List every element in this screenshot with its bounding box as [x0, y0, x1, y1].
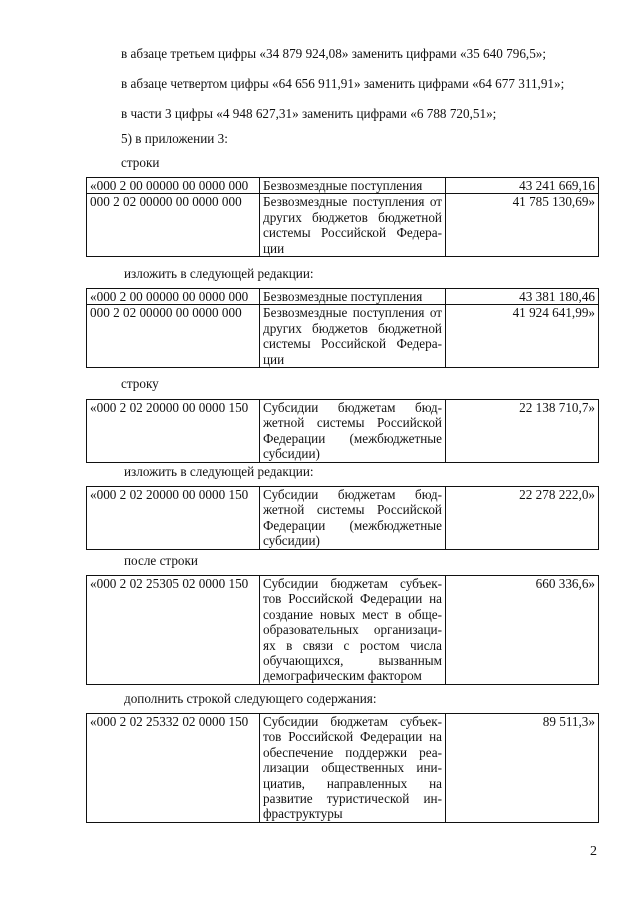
paragraph-3: в части 3 цифры «4 948 627,31» заменить цифрами «6 788 720,51»; — [121, 106, 497, 121]
desc-line: других бюджетов бюджетной — [263, 209, 442, 225]
desc-line: развитие туристической ин- — [263, 791, 442, 807]
paragraph-1: в абзаце третьем цифры «34 879 924,08» заменить цифрами «35 640 796,5»; — [121, 46, 547, 61]
desc-line: тов Российской Федерации на — [263, 729, 442, 745]
label-replace-1: изложить в следующей редакции: — [124, 266, 314, 281]
row-description — [260, 487, 446, 550]
row-description — [260, 714, 446, 823]
desc-line: лизации общественных ини- — [263, 760, 442, 776]
desc-line: ции — [263, 351, 285, 367]
desc-line: Субсидии бюджетам бюд- — [263, 487, 442, 502]
row-description — [260, 400, 446, 463]
desc-line: системы Российской Федера- — [263, 225, 442, 241]
desc-line: жетной системы Российской — [263, 502, 442, 518]
desc-line: обеспечение поддержки реа- — [263, 744, 442, 760]
desc-line: Федерации (межбюджетные — [263, 430, 442, 446]
desc-line: Безвозмездные поступления — [263, 178, 423, 193]
budget-code: «000 2 02 25305 02 0000 150 — [87, 576, 260, 685]
budget-code: «000 2 00 00000 00 0000 000 — [87, 178, 260, 194]
budget-code: «000 2 02 20000 00 0000 150 — [87, 400, 260, 463]
table-added-row — [86, 713, 599, 823]
paragraph-2: в абзаце четвертом цифры «64 656 911,91» заменить цифрами «64 677 311,91»; — [121, 76, 565, 91]
table-row — [87, 714, 599, 823]
desc-line: Безвозмездные поступления от — [263, 305, 442, 321]
desc-line: циатив, направленных на — [263, 775, 442, 791]
row-description — [260, 289, 446, 305]
table-row — [87, 178, 599, 194]
row-description — [260, 305, 446, 368]
desc-line: демографическим фактором — [263, 668, 422, 684]
table-row — [87, 400, 599, 463]
table-new-rows — [86, 288, 599, 368]
paragraph-4: 5) в приложении 3: — [121, 131, 228, 146]
row-amount: 89 511,3» — [446, 714, 599, 823]
label-add-row: дополнить строкой следующего содержания: — [124, 691, 377, 706]
desc-line: ции — [263, 240, 285, 256]
label-rows: строки — [121, 155, 160, 170]
desc-line: Безвозмездные поступления от — [263, 194, 442, 210]
budget-code: «000 2 02 20000 00 0000 150 — [87, 487, 260, 550]
desc-line: создание новых мест в обще- — [263, 606, 442, 622]
desc-line: субсидии) — [263, 533, 320, 549]
page-number: 2 — [590, 844, 597, 859]
desc-line: фраструктуры — [263, 806, 343, 822]
row-description — [260, 576, 446, 685]
table-old-subsidy — [86, 399, 599, 463]
table-after-row — [86, 575, 599, 685]
table-row — [87, 305, 599, 368]
desc-line: тов Российской Федерации на — [263, 591, 442, 607]
desc-line: ях в связи с ростом числа — [263, 637, 442, 653]
row-amount: 22 138 710,7» — [446, 400, 599, 463]
row-amount: 43 381 180,46 — [446, 289, 599, 305]
label-replace-2: изложить в следующей редакции: — [124, 464, 314, 479]
table-row — [87, 487, 599, 550]
table-new-subsidy — [86, 486, 599, 550]
desc-line: Безвозмездные поступления — [263, 289, 423, 304]
row-amount: 660 336,6» — [446, 576, 599, 685]
budget-code: 000 2 02 00000 00 0000 000 — [87, 305, 260, 368]
budget-code: «000 2 02 25332 02 0000 150 — [87, 714, 260, 823]
row-amount: 41 924 641,99» — [446, 305, 599, 368]
desc-line: Субсидии бюджетам субъек- — [263, 714, 442, 729]
table-row — [87, 576, 599, 685]
row-amount: 41 785 130,69» — [446, 194, 599, 257]
row-amount: 22 278 222,0» — [446, 487, 599, 550]
desc-line: других бюджетов бюджетной — [263, 320, 442, 336]
budget-code: 000 2 02 00000 00 0000 000 — [87, 194, 260, 257]
desc-line: Субсидии бюджетам субъек- — [263, 576, 442, 591]
desc-line: субсидии) — [263, 446, 320, 462]
row-description — [260, 194, 446, 257]
table-row — [87, 194, 599, 257]
table-old-rows — [86, 177, 599, 257]
desc-line: жетной системы Российской — [263, 415, 442, 431]
desc-line: Субсидии бюджетам бюд- — [263, 400, 442, 415]
desc-line: системы Российской Федера- — [263, 336, 442, 352]
row-description — [260, 178, 446, 194]
table-row — [87, 289, 599, 305]
budget-code: «000 2 00 00000 00 0000 000 — [87, 289, 260, 305]
label-row: строку — [121, 376, 159, 391]
desc-line: Федерации (межбюджетные — [263, 517, 442, 533]
desc-line: обучающихся, вызванным — [263, 653, 442, 669]
label-after-row: после строки — [124, 553, 198, 568]
desc-line: образовательных организаци- — [263, 622, 442, 638]
row-amount: 43 241 669,16 — [446, 178, 599, 194]
